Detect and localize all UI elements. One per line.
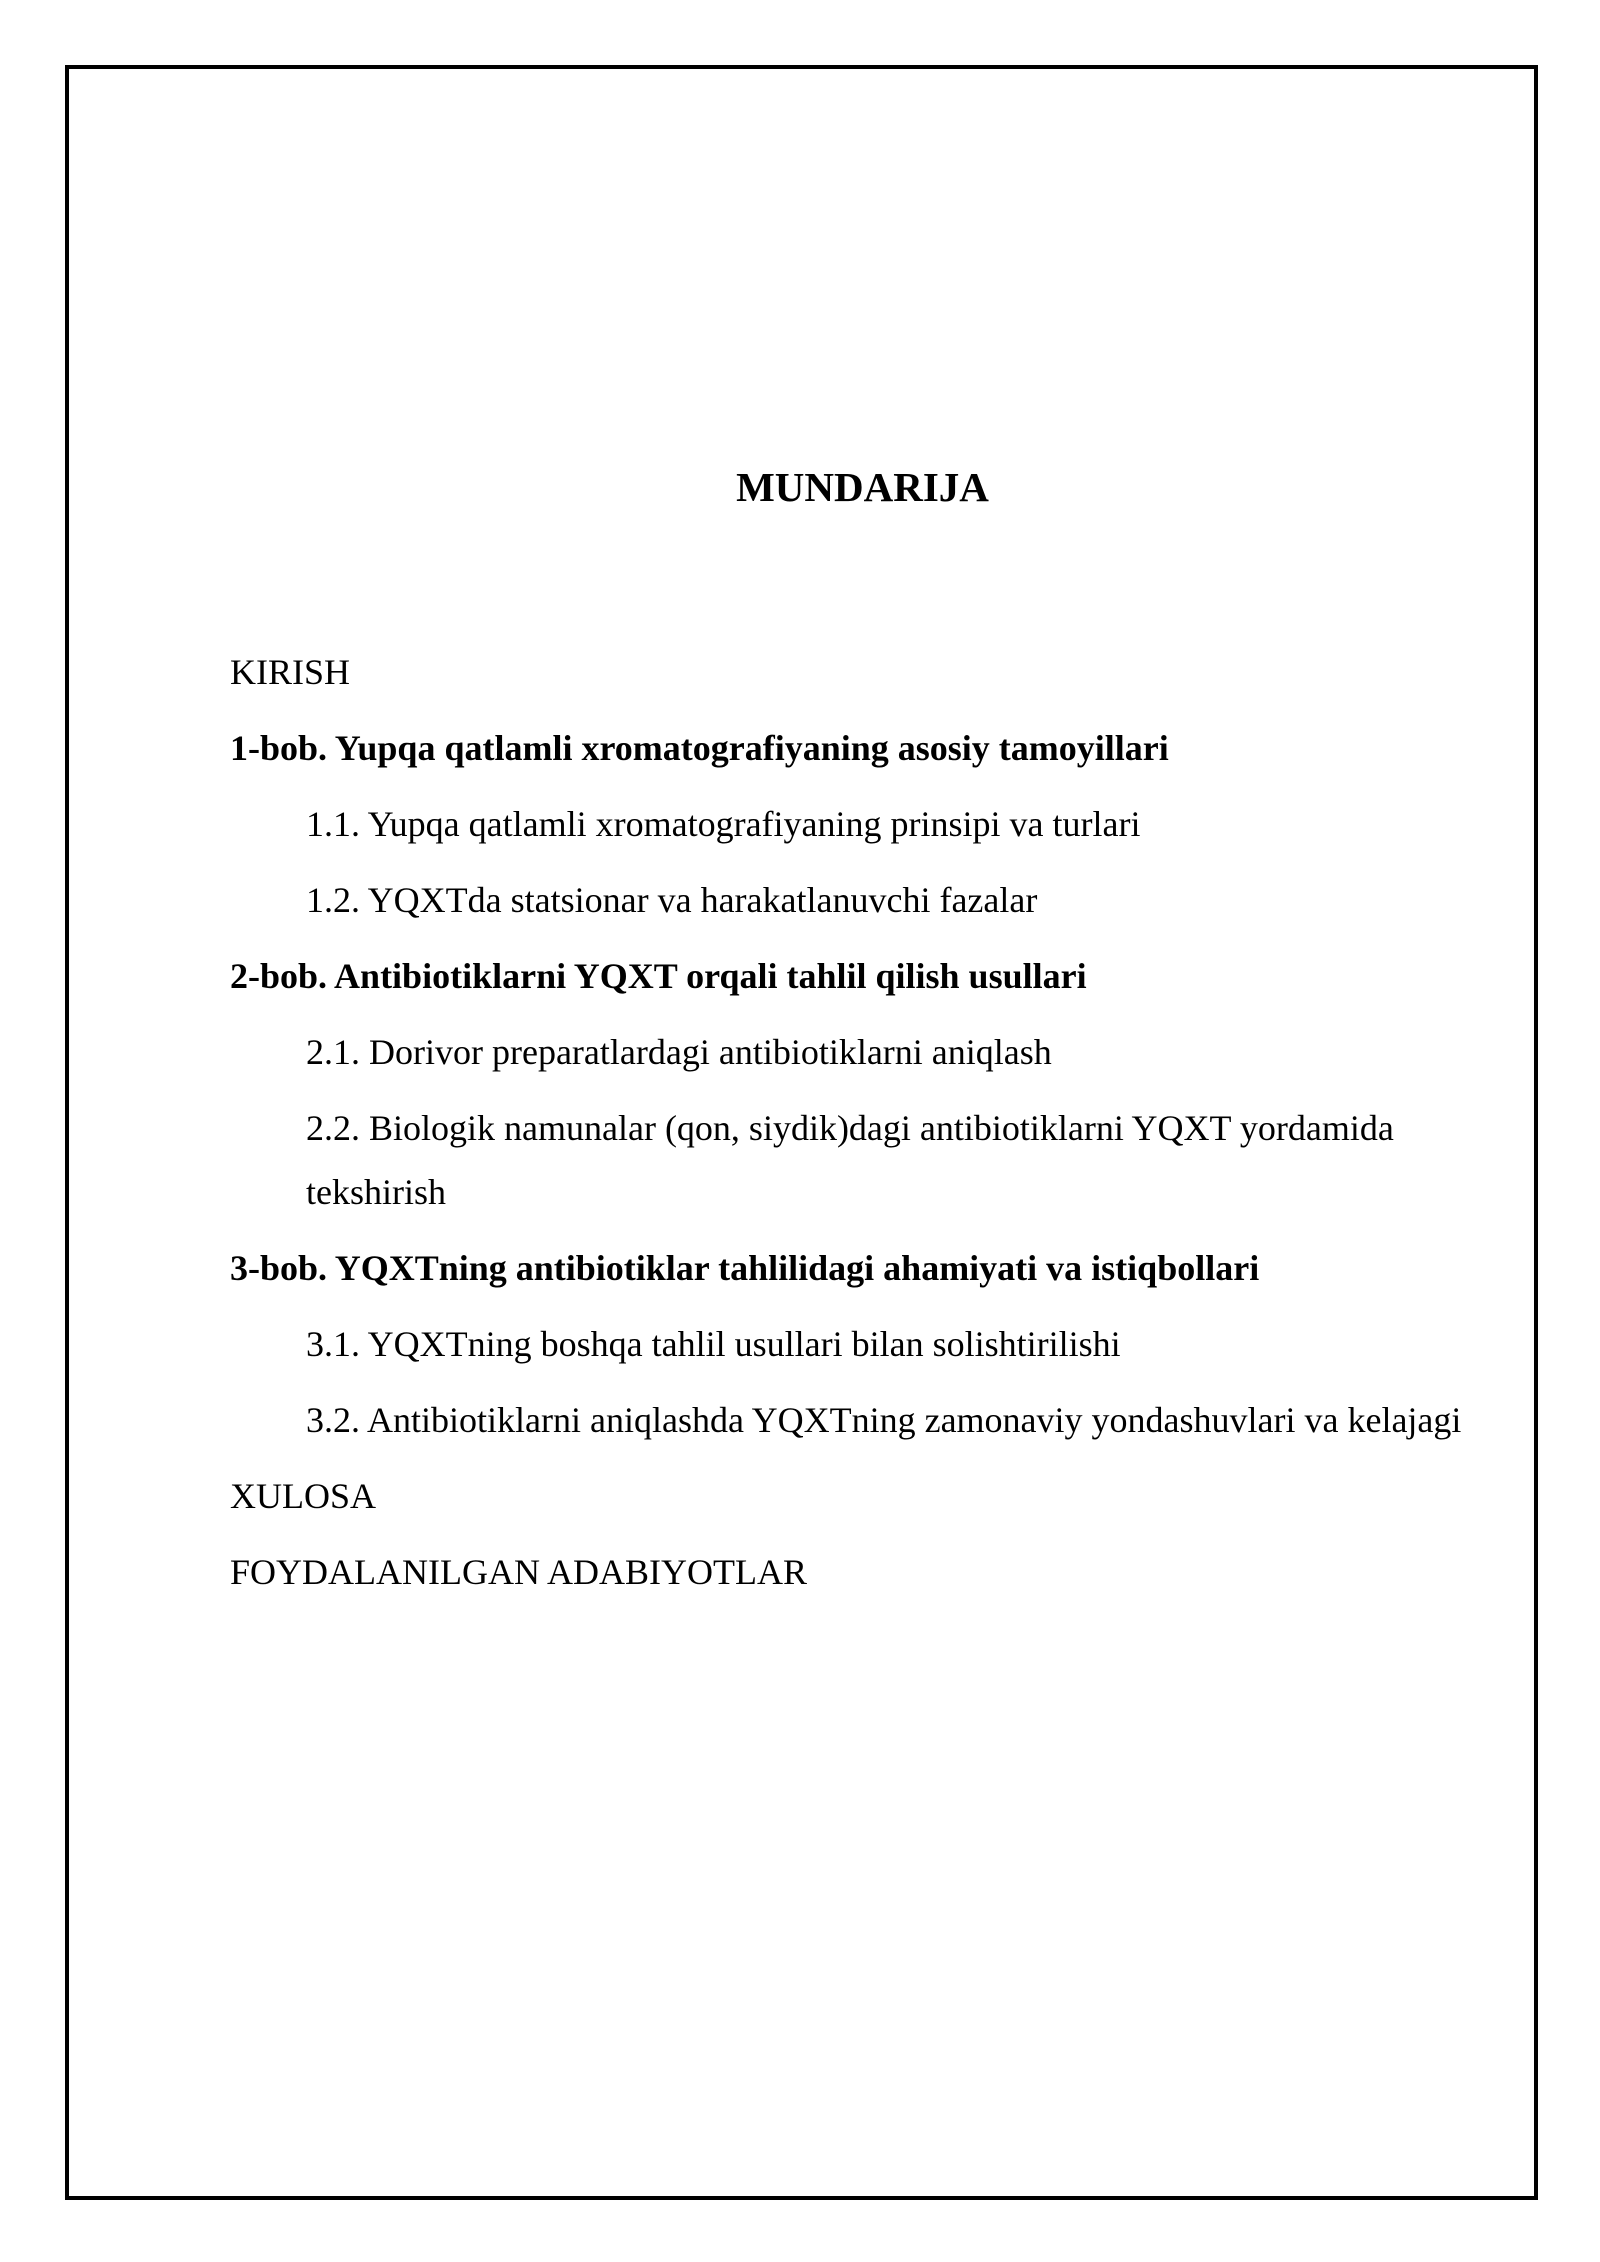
- toc-section-1-2: 1.2. YQXTda statsionar va harakatlanuvchi fazalar: [306, 880, 1038, 920]
- toc-item-references: FOYDALANILGAN ADABIYOTLAR: [230, 1552, 807, 1592]
- page-title: MUNDARIJA: [736, 464, 989, 510]
- toc-section-1-1: 1.1. Yupqa qatlamli xromatografiyaning prinsipi va turlari: [306, 804, 1141, 844]
- toc-section-3-1: 3.1. YQXTning boshqa tahlil usullari bilan solishtirilishi: [306, 1324, 1121, 1364]
- toc-section-3-2: 3.2. Antibiotiklarni aniqlashda YQXTning zamonaviy yondashuvlari va kelajagi: [306, 1400, 1462, 1440]
- toc-item-introduction: KIRISH: [230, 652, 351, 692]
- toc-chapter-3: 3-bob. YQXTning antibiotiklar tahlilidagi ahamiyati va istiqbollari: [230, 1248, 1260, 1288]
- toc-chapter-1: 1-bob. Yupqa qatlamli xromatografiyaning asosiy tamoyillari: [230, 728, 1169, 768]
- toc-chapter-2: 2-bob. Antibiotiklarni YQXT orqali tahlil qilish usullari: [230, 956, 1087, 996]
- toc-item-conclusion: XULOSA: [230, 1476, 377, 1516]
- table-of-contents: [230, 640, 1470, 1616]
- toc-section-2-1: 2.1. Dorivor preparatlardagi antibiotiklarni aniqlash: [306, 1032, 1052, 1072]
- toc-section-2-2: 2.2. Biologik namunalar (qon, siydik)dagi antibiotiklarni YQXT yordamida tekshirish: [306, 1108, 1394, 1212]
